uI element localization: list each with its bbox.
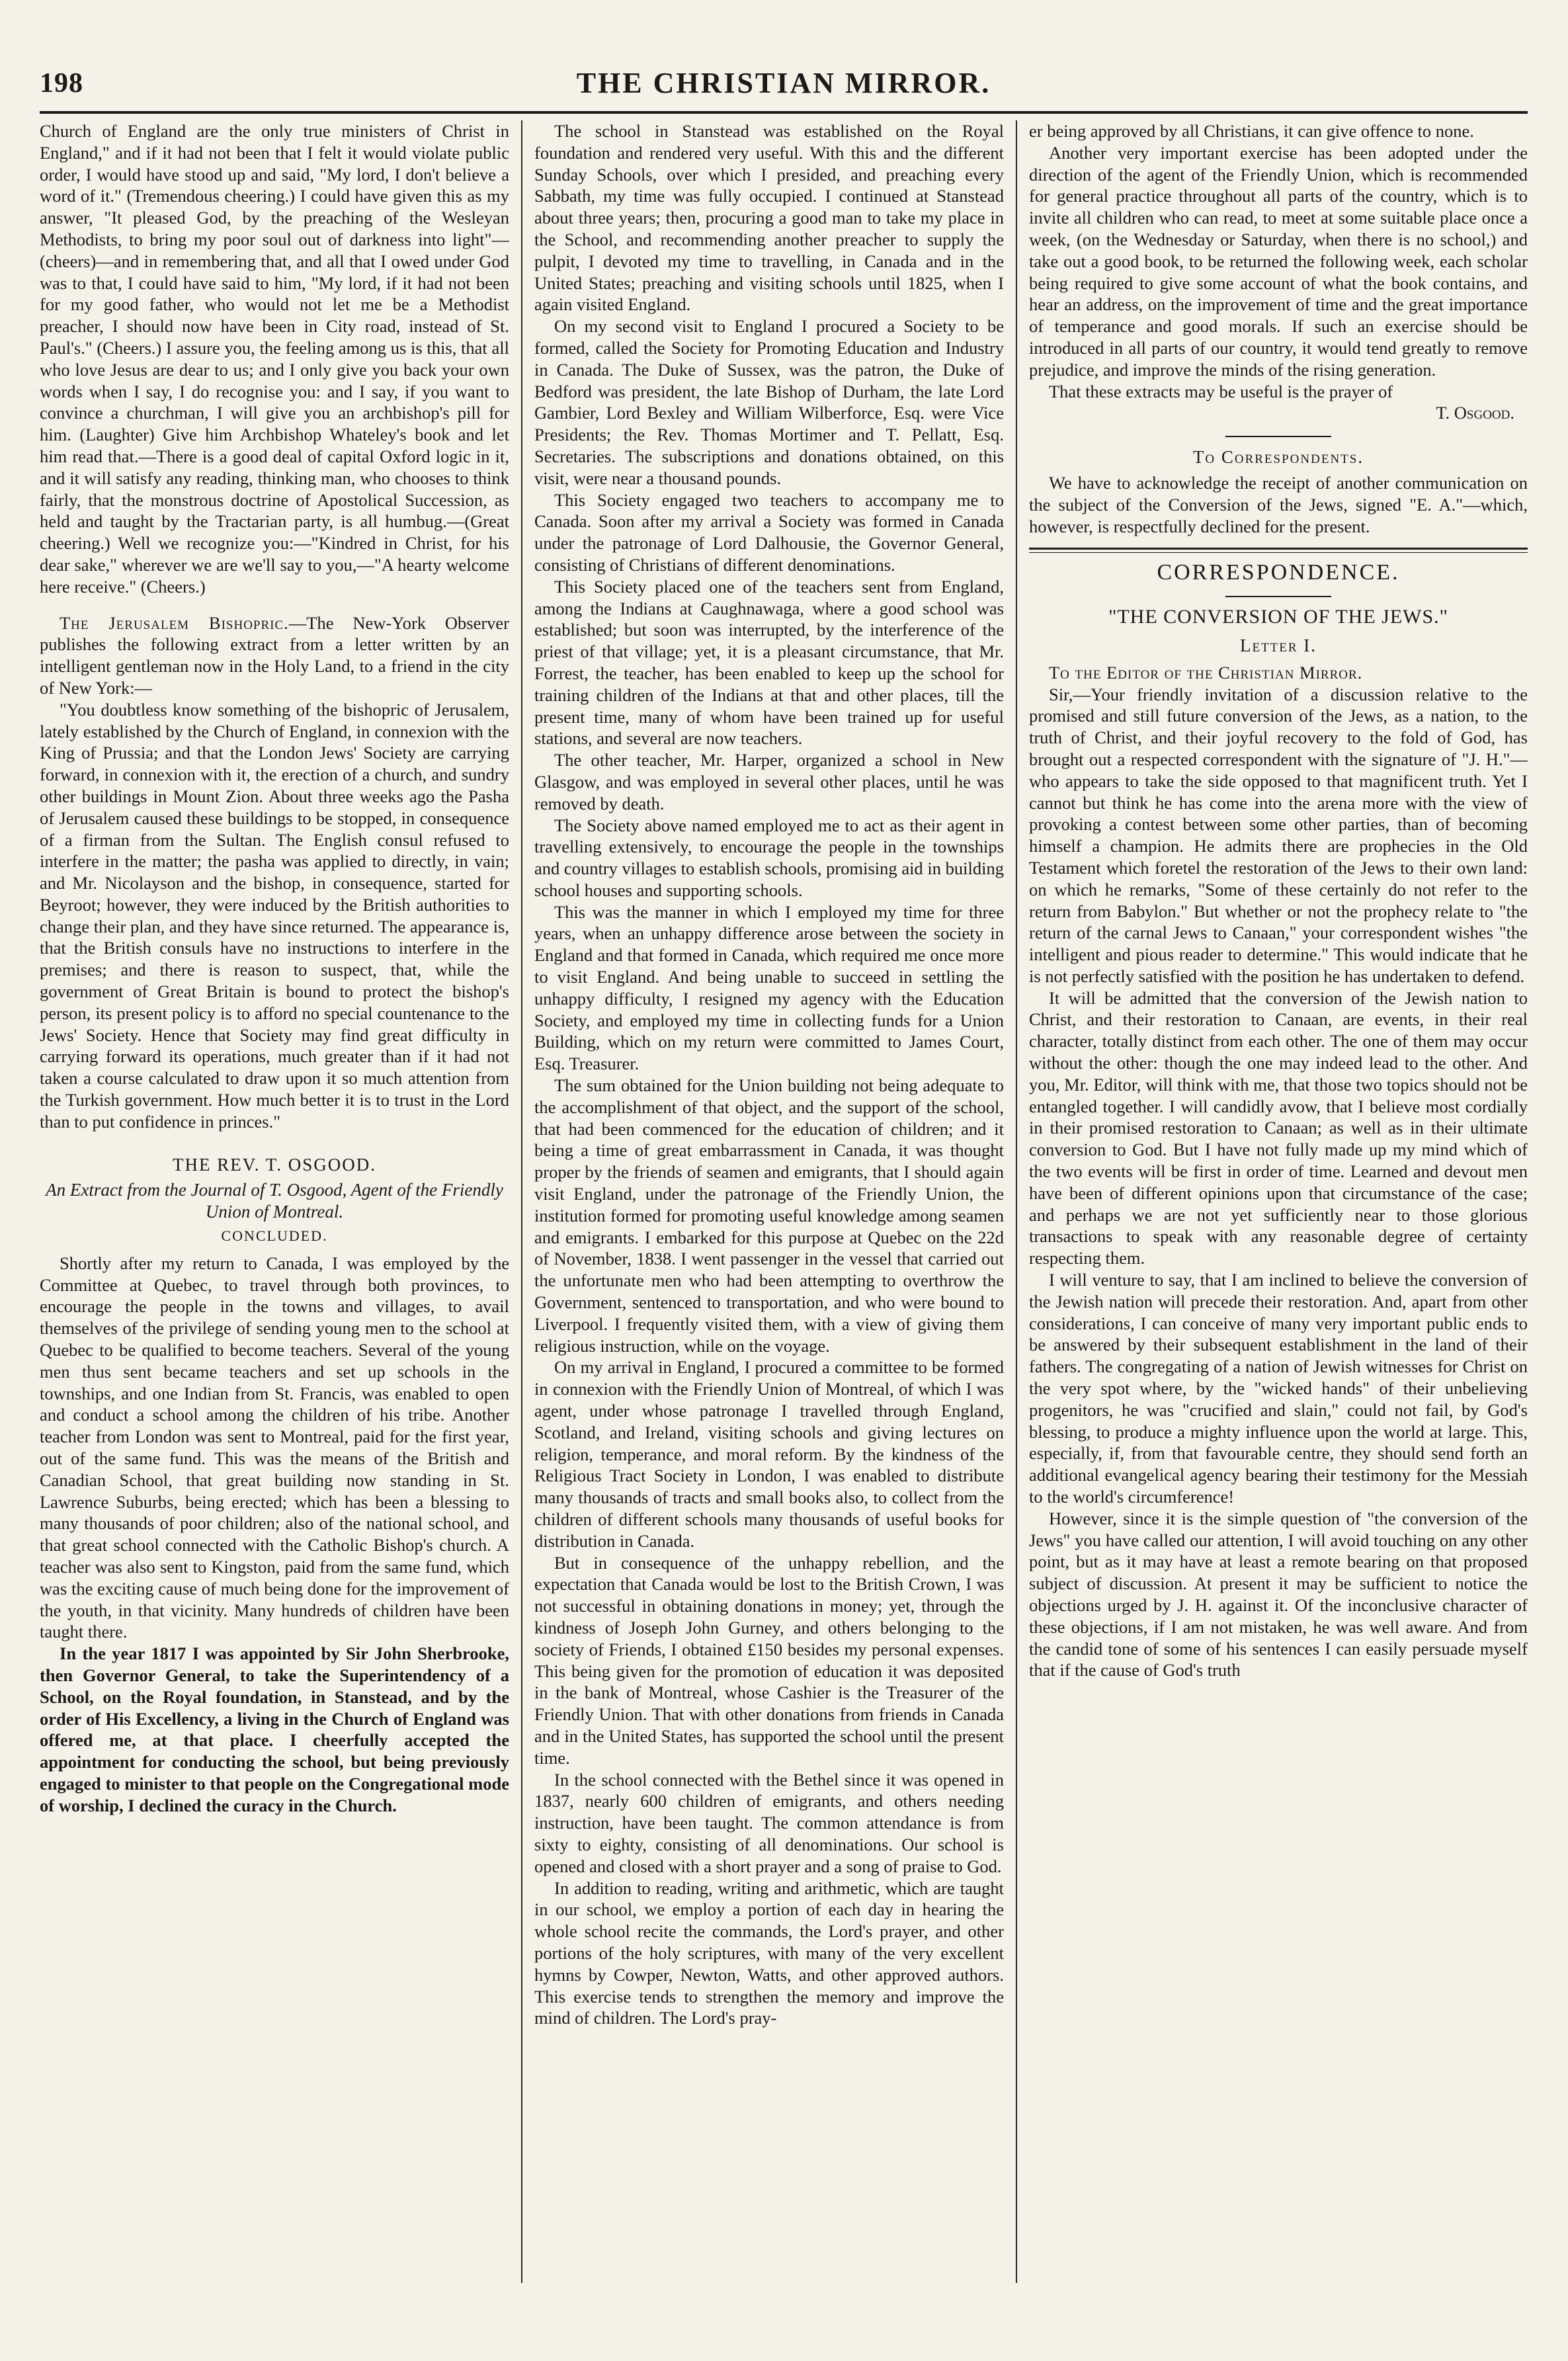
- column-middle: [534, 120, 1004, 2283]
- salutation: To the Editor of the Christian Mirror.: [1049, 662, 1363, 683]
- column-right: [1029, 120, 1528, 2283]
- paragraph: The sum obtained for the Union building not being adequate to the accomplishment of that object, and the support of the school, that had been commenced for the education of children; and it being a time of great embarrassment in Canada, it was thought proper by the friends of seamen and emigrants, that I should again visit England, under the patronage of the Friendly Union, the institution formed for promoting useful knowledge among seamen and emigrants. I embarked for this purpose at Quebec on the 22d of November, 1838. I went passenger in the vessel that carried out the unfortunate men who had been attempting to overthrow the Government, sentenced to transportation, and who were bound to Liverpool. I frequently visited them, with a view of giving them religious instruction, while on the voyage.: [534, 1075, 1004, 1356]
- column-divider: [1016, 120, 1017, 2283]
- column-divider: [521, 120, 522, 2283]
- signature: T. Osgood.: [1436, 403, 1514, 423]
- paragraph: It will be admitted that the conversion of the Jewish nation to Christ, and their restoration to Canaan, are events, in their real character, totally distinct from each other. The one of them may occur without the other: though the one may indeed lead to the other. And you, Mr. Editor, will think with me, that those two topics should not be entangled together. I will candidly avow, that I believe most cordially in their promised restoration to Canaan; as well as in their ultimate conversion to God. But I have not fully made up my mind which of the two events will be first in order of time. Learned and devout men have been of different opinions upon that circumstance of the case; and perhaps we are not yet sufficiently near to those glorious transactions to speak with any reasonable degree of certainty respecting them.: [1029, 987, 1528, 1268]
- paragraph: I will venture to say, that I am inclined to believe the conversion of the Jewish nation will precede their restoration. And, apart from other considerations, I can conceive of many very important public ends to be answered by their subsequent establishment in the land of their fathers. The congregating of a nation of Jewish witnesses for Christ on the very spot where, by the "wicked hands" of their unbelieving progenitors, he was "crucified and slain," could not fail, by God's blessing, to produce a mighty influence upon the world at large. This, especially, if, from that favourable centre, they should send forth an additional evangelical agency bearing their testimony for the Messiah to the world's circumference!: [1029, 1270, 1528, 1507]
- paragraph: er being approved by all Christians, it can give offence to none.: [1029, 121, 1474, 141]
- paragraph: Shortly after my return to Canada, I was employed by the Committee at Quebec, to travel through both provinces, to encourage the people in the towns and villages, to avail themselves of the privilege of sending young men to the school at Quebec to be qualified to become teachers. Several of the young men thus sent became teachers and set up schools in the townships, and one Indian from St. Francis, was enabled to open and conduct a school among the children of his tribe. Another teacher from London was sent to Montreal, paid for the first year, out of the same fund. This was the means of the British and Canadian School, that great building now standing in St. Lawrence Suburbs, being erected; which has been a blessing to many thousands of poor children; also of the national school, and that great school connected with the Catholic Bishop's church. A teacher was also sent to Kingston, paid from the same fund, which was the exciting cause of much being done for the improvement of the youth, in that vicinity. Many hundreds of children have been taught there.: [40, 1253, 509, 1642]
- paragraph-text: —The New-York Observer publishes the following extract from a letter written by an intelligent gentleman now in the Holy Land, to a friend in the city of New York:—: [40, 612, 509, 698]
- paragraph: But in consequence of the unhappy rebellion, and the expectation that Canada would be lost to the British Crown, I was not successful in obtaining donations in money; yet, through the kindness of Joseph John Gurney, and others belonging to the society of Friends, I obtained £150 besides my personal expenses. This being given for the promotion of education it was deposited in the bank of Montreal, whose Cashier is the Treasurer of the Friendly Union. That with other donations from friends in Canada and in the United States, has supported the school until the present time.: [534, 1552, 1004, 1768]
- section-rule-thin: [1029, 552, 1528, 553]
- paragraph: Another very important exercise has been adopted under the direction of the agent of the Friendly Union, which is recommended for general practice throughout all parts of the country, which is to invite all children who can read, to meet at some suitable place once a week, (on the Wednesday or Saturday, when there is no school,) and take out a good book, to be returned the following week, each scholar being required to give some account of what the book contains, and hear an address, on the improvement of time and the great importance of temperance and good morals. If such an exercise should be introduced in all parts of our country, it would tend greatly to remove prejudice, and improve the minds of the rising generation.: [1029, 142, 1528, 380]
- paragraph: On my second visit to England I procured a Society to be formed, called the Society for Promoting Education and Industry in Canada. The Duke of Sussex, was the patron, the Duke of Bedford was president, the late Bishop of Durham, the late Lord Gambier, Lord Bexley and William Wilberforce, Esq. were Vice Presidents; the Rev. Thomas Mortimer and T. Pellatt, Esq. Secretaries. The subscriptions and donations obtained, on this visit, were near a thousand pounds.: [534, 316, 1004, 488]
- header-rule: [40, 111, 1528, 114]
- spacer: [40, 1133, 509, 1147]
- paragraph: That these extracts may be useful is the prayer of: [1049, 381, 1393, 401]
- notice-text: We have to acknowledge the receipt of another communication on the subject of the Conversion of the Jews, signed "E. A."—which, however, is respectfully declined for the present.: [1029, 472, 1528, 536]
- section-rule-thick: [1029, 548, 1528, 550]
- column-left: [40, 120, 509, 2283]
- paragraph: The Society above named employed me to act as their agent in travelling extensively, to encourage the people in the townships and country villages to establish schools, promising aid in building school houses and supporting schools.: [534, 815, 1004, 900]
- paragraph: This was the manner in which I employed my time for three years, when an unhappy difference arose between the society in England and that formed in Canada, which required me once more to visit England. And being unable to succeed in settling the unhappy difficulty, I resigned my agency with the Education Society, and employed my time in collecting funds for a Union Building, which on my return were committed to James Court, Esq. Treasurer.: [534, 901, 1004, 1074]
- letter-label: Letter I.: [1239, 635, 1317, 655]
- paragraph: In the school connected with the Bethel since it was opened in 1837, nearly 600 children of emigrants, and others needing instruction, have been taught. The common attendance is from sixty to eighty, consisting of all denominations. Our school is opened and closed with a short prayer and a song of praise to God.: [534, 1769, 1004, 1876]
- paragraph: This Society placed one of the teachers sent from England, among the Indians at Caughnawaga, where a good school was established; but soon was interrupted, by the interference of the priest of that village; yet, it is a pleasant circumstance, that Mr. Forrest, the teacher, has been enabled to keep up the school for training children of the Indians at that and other places, till the present time, many of whom have been trained up for useful stations, and several are now teachers.: [534, 576, 1004, 749]
- paragraph: "You doubtless know something of the bishopric of Jerusalem, lately established by the Church of England, in connexion with the King of Prussia; and that the London Jews' Society are carrying forward, in connexion with it, the erection of a church, and sundry other buildings in Mount Zion. About three weeks ago the Pasha of Jerusalem caused these buildings to be stopped, in consequence of a firman from the Sultan. The English consul refused to interfere in the matter; the pasha was applied to directly, in vain; and Mr. Nicolayson and the bishop, in consequence, started for Beyroot; however, they were induced by the British authorities to change their plan, and they have since returned. The appearance is, that the British consuls have no instructions to interfere in the premises; and there is reason to suspect, that, while the government of Great Britain is bound to protect the bishop's person, its present policy is to afford no special countenance to the Jews' Society. Hence that Society may find great difficulty in carrying forward its operations, much greater than if it had not taken a course calculated to draw upon it so much attention from the Turkish government. How much better it is to trust in the Lord than to put confidence in princes.": [40, 699, 509, 1132]
- paragraph: The school in Stanstead was established on the Royal foundation and rendered very useful. With this and the different Sunday Schools, over which I presided, and preaching every Sabbath, my time was fully occupied. I continued at Stanstead about three years; then, procuring a good man to take my place in the School, and recommending another preacher to supply the pulpit, I devoted my time to travelling, in Canada and in the United States; preaching and visiting schools until 1825, when I again visited England.: [534, 121, 1004, 315]
- paragraph: In addition to reading, writing and arithmetic, which are taught in our school, we employ a portion of each day in hearing the whole school recite the commands, the Lord's prayer, and other portions of the holy scriptures, with many of the very excellent hymns by Cowper, Newton, Watts, and other approved authors. This exercise tends to strengthen the memory and improve the mind of children. The Lord's pray-: [534, 1878, 1004, 2028]
- section-rule: [1225, 596, 1331, 597]
- article-subheading: An Extract from the Journal of T. Osgood, Agent of the Friendly Union of Montreal.: [46, 1180, 503, 1222]
- paragraph: On my arrival in England, I procured a committee to be formed in connexion with the Friendly Union of Montreal, of which I was agent, under whose patronage I travelled through England, Scotland, and Ireland, visiting schools and giving lectures on religion, temperance, and moral reform. By the kindness of the Religious Tract Society in London, I was enabled to distribute many thousands of tracts and small books also, to collect from the children of different schools many thousands of useful books for distribution in Canada.: [534, 1357, 1004, 1551]
- article-lead: The Jerusalem Bishopric.: [60, 612, 289, 633]
- article-title: "THE CONVERSION OF THE JEWS.": [1108, 606, 1448, 628]
- paragraph: In the year 1817 I was appointed by Sir John Sherbrooke, then Governor General, to take the Superintendency of a School, on the Royal foundation, in Stanstead, and by the order of His Excellency, a living in the Church of England was offered me, at that place. I cheerfully accepted the appointment for conducting the school, but being previously engaged to minister to that people on the Congregational mode of worship, I declined the curacy in the Church.: [40, 1643, 509, 1815]
- section-rule: [1225, 436, 1331, 437]
- paragraph: [40, 612, 509, 699]
- paragraph: However, since it is the simple question of "the conversion of the Jews" you have called our attention, I will avoid touching on any other point, but as it may have at least a remote bearing on that proposed subject of discussion. At present it may be sufficient to notice the objections urged by J. H. against it. Of the inconclusive character of these objections, if I am not mistaken, he was well aware. And from the candid tone of some of his sentences I can easily persuade myself that if the cause of God's truth: [1029, 1508, 1528, 1680]
- paragraph: Church of England are the only true ministers of Christ in England," and if it had not been that I felt it would violate public order, I would have stood up and said, "My lord, I don't believe a word of it." (Tremendous cheering.) I could have given this as my answer, "It pleased God, by the preaching of the Wesleyan Methodists, to bring my poor soul out of darkness into light"—(cheers)—and in remembering that, and all that I owed under God was to that, I could have said to him, "My lord, if it had not been for my good father, who would not let me be a Methodist preacher, I should now have been in City road, instead of St. Paul's." (Cheers.) I assure you, the feeling among us is this, that all who love Jesus are dear to us; and I only give you back your own words when I say, I do recognise you: and I say, if you want to convince a churchman, I will give you an archbishop's pill for him. (Laughter) Give him Archbishop Whateley's book and let him read that.—There is a good deal of capital Oxford logic in it, and it will satisfy any reading, thinking man, who chooses to think fairly, that the monstrous doctrine of Apostolical Succession, as held and taught by the Tractarian party, is all humbug.—(Great cheering.) Well we recognize you:—"Kindred in Christ, for his dear sake," wherever we are we'll say to you,—"A hearty welcome here receive." (Cheers.): [40, 121, 509, 597]
- paragraph: This Society engaged two teachers to accompany me to Canada. Soon after my arrival a Society was formed in Canada under the patronage of Lord Dalhousie, the Governor General, consisting of Christians of different denominations.: [534, 489, 1004, 575]
- paragraph: Sir,—Your friendly invitation of a discussion relative to the promised and still future conversion of the Jews, as a nation, to the truth of Christ, and their joyful recovery to the fold of God, has brought out a respected correspondent with the signature of "J. H."—who appears to take the side opposed to that magnificent truth. Yet I cannot but think he has come into the arena more with the view of provoking a contest between some other parties, than of becoming himself a champion. He admits there are prophecies in the Old Testament which foretel the restoration of the Jews to their own land: on which he remarks, "Some of these certainly do not refer to the return from Babylon." But whether or not the prophecy relate to "the return of the carnal Jews to Canaan," your correspondent wishes "the intelligent and pious reader to determine." This would indicate that he is not perfectly satisfied with the position he has undertaken to defend.: [1029, 684, 1528, 986]
- journal-title: THE CHRISTIAN MIRROR.: [576, 67, 991, 99]
- page-number: 198: [40, 68, 83, 99]
- page-header: [40, 61, 1528, 107]
- article-kicker: CONCLUDED.: [221, 1227, 328, 1245]
- paragraph: The other teacher, Mr. Harper, organized a school in New Glasgow, and was employed in several other places, until he was removed by death.: [534, 750, 1004, 813]
- section-heading: CORRESPONDENCE.: [1157, 560, 1400, 585]
- notice-heading: To Correspondents.: [1192, 447, 1364, 468]
- spacer: [40, 598, 509, 612]
- article-heading: THE REV. T. OSGOOD.: [172, 1154, 376, 1175]
